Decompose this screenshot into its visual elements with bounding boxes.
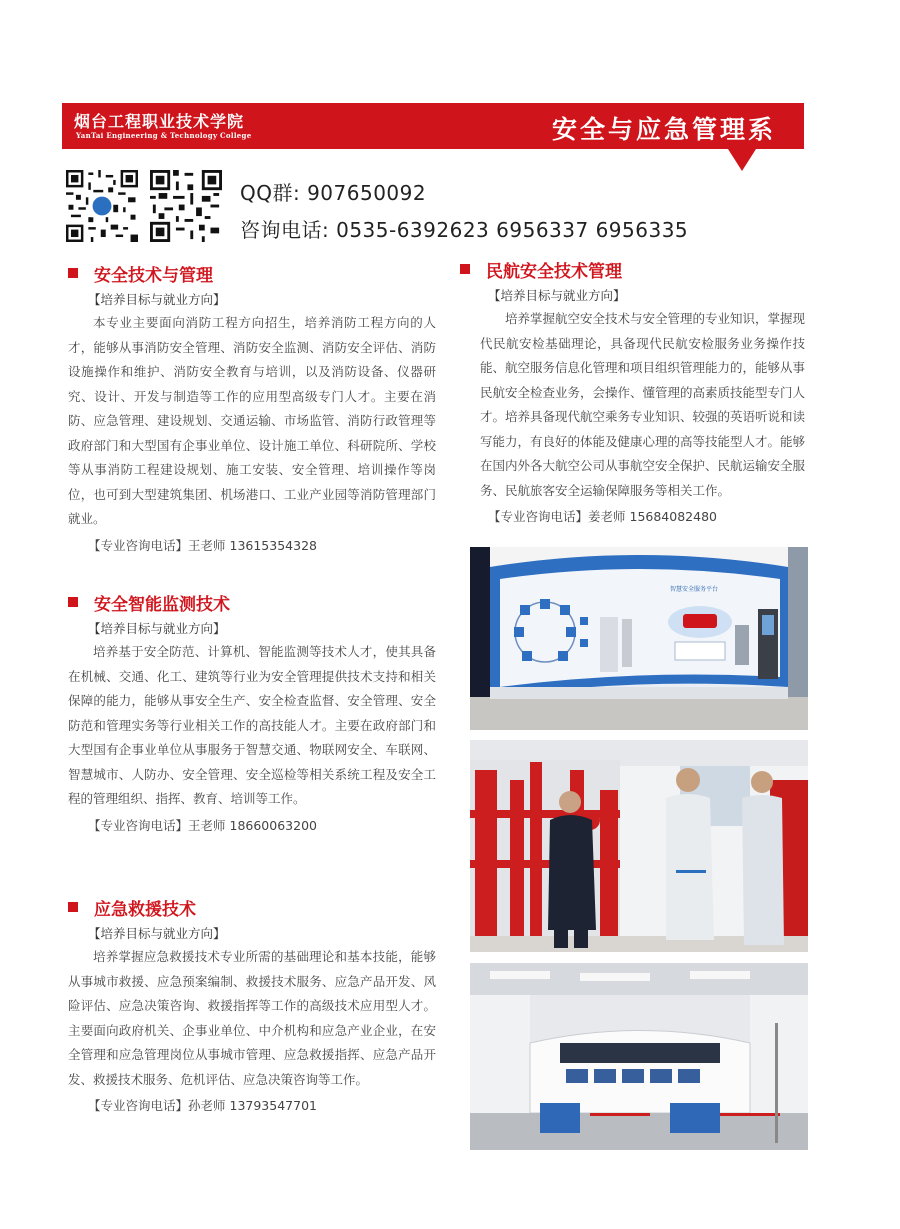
header-pointer-triangle (728, 149, 756, 171)
section-title-text: 安全智能监测技术 (94, 594, 230, 615)
square-bullet-icon (68, 268, 78, 278)
section-subtitle: 【培养目标与就业方向】 (88, 621, 226, 636)
header-band (62, 103, 804, 149)
consult-contact: 孙老师 13793547701 (188, 1098, 317, 1113)
photo-fire-equipment-lab (470, 740, 808, 952)
section-subtitle: 【培养目标与就业方向】 (88, 292, 226, 307)
section-civil-aviation-safety (460, 257, 805, 529)
section-title (460, 257, 805, 281)
photo-safety-platform-wall (470, 547, 808, 730)
section-body: 本专业主要面向消防工程方向招生，培养消防工程方向的人才，能够从事消防安全管理、消防安全监测、消防安全评估、消防设施操作和维护、消防安全教育与培训，以及消防设备、仪器研究、设计、开发与制造等工作的应用型高级专门人才。主要在消防、应急管理、建设规划、交通运输、市场监管、消防行政管理等政府部门和大型国有企事业单位、设计施工单位、科研院所、学校等从事消防工程建设规划、施工安装、安全管理、培训操作等岗位，也可到大型建筑集团、机场港口、工业产业园等消防管理部门就业。 (68, 315, 436, 526)
platform-screen-title: 智慧安全服务平台 (670, 586, 719, 593)
square-bullet-icon (68, 597, 78, 607)
section-title (68, 895, 436, 919)
qr-code-icon (66, 170, 138, 242)
consult-line (68, 534, 436, 558)
section-emergency-rescue (68, 895, 436, 1118)
consult-tag: 【专业咨询电话】 (88, 1098, 189, 1113)
section-safety-intelligent-monitoring (68, 590, 436, 838)
photo-aviation-training-hall (470, 963, 808, 1150)
section-title (68, 590, 436, 614)
consult-contact: 姜老师 15684082480 (588, 509, 717, 524)
consult-line (68, 814, 436, 838)
consult-tag: 【专业咨询电话】 (488, 509, 589, 524)
consult-contact: 王老师 13615354328 (188, 537, 317, 553)
section-subtitle: 【培养目标与就业方向】 (88, 926, 226, 941)
college-logo-name: 烟台工程职业技术学院 (74, 112, 245, 131)
section-subtitle: 【培养目标与就业方向】 (488, 288, 626, 303)
consult-phone-numbers: 咨询电话: 0535-6392623 6956337 6956335 (240, 218, 689, 242)
section-body: 培养掌握航空安全技术与安全管理的专业知识，掌握现代民航安检基础理论，具备现代民航安检服务业务操作技能、航空服务信息化管理和项目组织管理能力的，能够从事民航安全检查业务，会操作、懂管理的高素质技能型专门人才。培养具备现代航空乘务专业知识、较强的英语听说和读写能力，有良好的体能及健康心理的高等技能型人才。能够在国内外各大航空公司从事航空安全保护、民航运输安全服务、民航旅客安全运输保障服务等相关工作。 (480, 311, 806, 498)
consult-line (68, 1094, 436, 1118)
qr-code-icon (150, 170, 222, 242)
consult-line (460, 505, 805, 529)
section-title (68, 261, 436, 285)
square-bullet-icon (68, 902, 78, 912)
consult-tag: 【专业咨询电话】 (88, 537, 189, 553)
consult-contact: 王老师 18660063200 (188, 817, 317, 833)
square-bullet-icon (460, 264, 470, 274)
section-title-text: 安全技术与管理 (94, 265, 213, 286)
section-safety-tech-management (68, 261, 436, 558)
section-title-text: 民航安全技术管理 (486, 261, 622, 282)
college-logo-english: YanTai Engineering & Technology College (76, 131, 252, 140)
consult-tag: 【专业咨询电话】 (88, 817, 189, 833)
department-title: 安全与应急管理系 (551, 115, 776, 144)
section-body: 培养基于安全防范、计算机、智能监测等技术人才，使其具备在机械、交通、化工、建筑等行业为安全管理提供技术支持和相关保障的能力，能够从事安全生产、安全检查监督、安全管理、安全防范和管理实务等行业相关工作的高技能人才。主要在政府部门和大型国有企事业单位从事服务于智慧交通、物联网安全、车联网、智慧城市、人防办、安全管理、安全巡检等相关系统工程及安全工程的管理组织、指挥、教育、培训等工作。 (68, 644, 436, 806)
section-title-text: 应急救援技术 (94, 899, 196, 920)
qq-group-number: QQ群: 907650092 (240, 181, 427, 205)
section-body: 培养掌握应急救援技术专业所需的基础理论和基本技能，能够从事城市救援、应急预案编制、救援技术服务、应急产品开发、风险评估、应急决策咨询、救援指挥等工作的高级技术应用型人才。主要面向政府机关、企事业单位、中介机构和应急产业企业，在安全管理和应急管理岗位从事城市管理、应急救援指挥、应急产品开发、救援技术服务、危机评估、应急决策咨询等工作。 (68, 949, 436, 1087)
